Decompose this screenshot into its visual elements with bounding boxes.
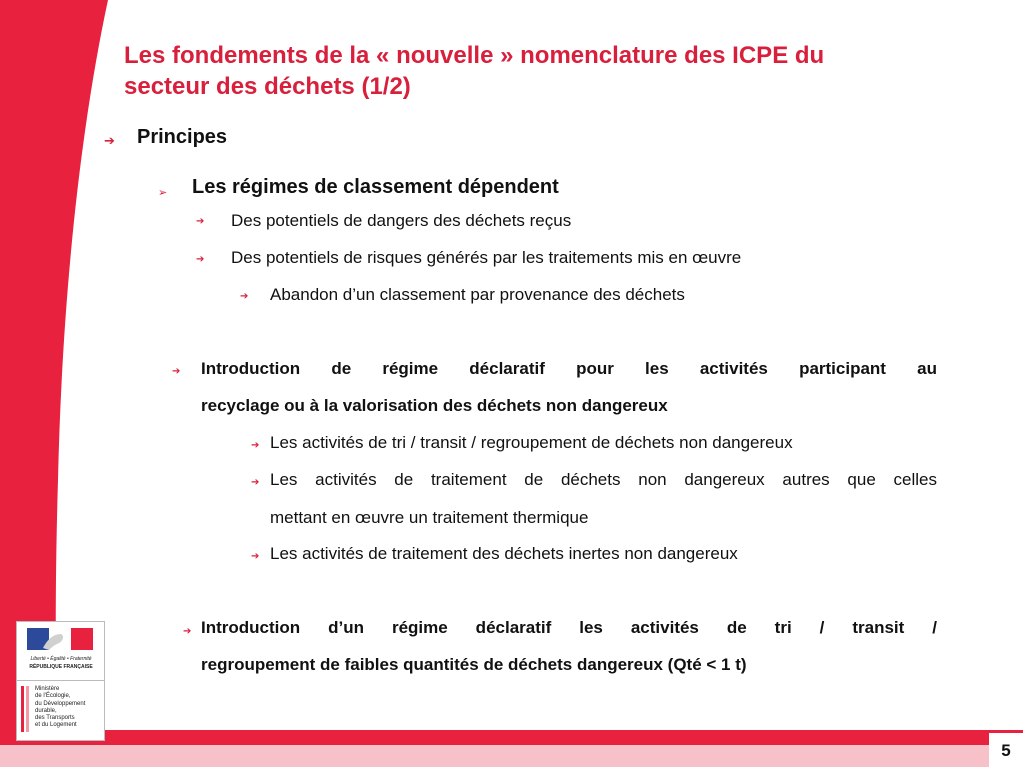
ministry-line: durable,: [35, 707, 57, 714]
bullet-intro2-line2: regroupement de faibles quantités de déchets dangereux (Qté < 1 t): [201, 655, 747, 674]
ministry-line: du Développement: [35, 700, 86, 707]
chevron-right-icon: ➢: [158, 187, 168, 199]
footer-red-bar: [0, 730, 1023, 745]
arrow-right-icon: ➔: [240, 291, 249, 302]
arrow-right-icon: ➔: [104, 133, 115, 148]
bullet-potentiels-dangers: Des potentiels de dangers des déchets reçus: [231, 211, 572, 230]
arrow-right-icon: ➔: [196, 216, 205, 227]
ministry-stripes-icon: [21, 686, 33, 732]
ministry-line: Ministère: [35, 686, 60, 692]
page-number: 5: [989, 733, 1023, 767]
ministry-line: et du Logement: [35, 722, 77, 729]
arrow-right-icon: ➔: [172, 366, 181, 377]
slide-title: [124, 40, 984, 102]
arrow-right-icon: ➔: [183, 626, 192, 637]
bullet-intro1-line1: Introduction de régime déclaratif pour les activités participant au: [201, 359, 937, 378]
arrow-right-icon: ➔: [251, 551, 260, 562]
bullet-regimes: Les régimes de classement dépendent: [192, 176, 559, 198]
ministry-logo: [16, 621, 105, 741]
bullet-abandon: Abandon d’un classement par provenance des déchets: [270, 285, 685, 304]
bullet-intro2-line1: Introduction d’un régime déclaratif les activités de tri / transit /: [201, 618, 937, 637]
ministry-name: [35, 686, 103, 730]
arrow-right-icon: ➔: [196, 254, 205, 265]
bullet-principes: Principes: [137, 126, 228, 148]
arrow-right-icon: ➔: [251, 440, 260, 451]
marianne-logo: [17, 622, 104, 681]
logo-motto: Liberté • Égalité • Fraternité: [30, 656, 92, 662]
slide-title-line1: Les fondements de la « nouvelle » nomenclature des ICPE du: [124, 42, 825, 69]
bullet-tri-transit: Les activités de tri / transit / regroupement de déchets non dangereux: [270, 433, 793, 452]
marianne-icon: [17, 622, 104, 654]
slide-title-line2: secteur des déchets (1/2): [124, 73, 411, 100]
logo-republic: RÉPUBLIQUE FRANÇAISE: [29, 664, 93, 670]
bullet-traitement-line2: mettant en œuvre un traitement thermique: [270, 508, 589, 527]
arrow-right-icon: ➔: [251, 477, 260, 488]
ministry-line: de l'Écologie,: [35, 693, 71, 700]
bullet-potentiels-risques: Des potentiels de risques générés par les traitements mis en œuvre: [231, 248, 742, 267]
bullet-traitement-line1: Les activités de traitement de déchets non dangereux autres que celles: [270, 470, 937, 489]
bullet-intro1-line2: recyclage ou à la valorisation des déchets non dangereux: [201, 396, 668, 415]
footer-pink-bar: [0, 745, 1023, 767]
ministry-line: des Transports: [35, 715, 75, 722]
bullet-inertes: Les activités de traitement des déchets inertes non dangereux: [270, 544, 738, 563]
